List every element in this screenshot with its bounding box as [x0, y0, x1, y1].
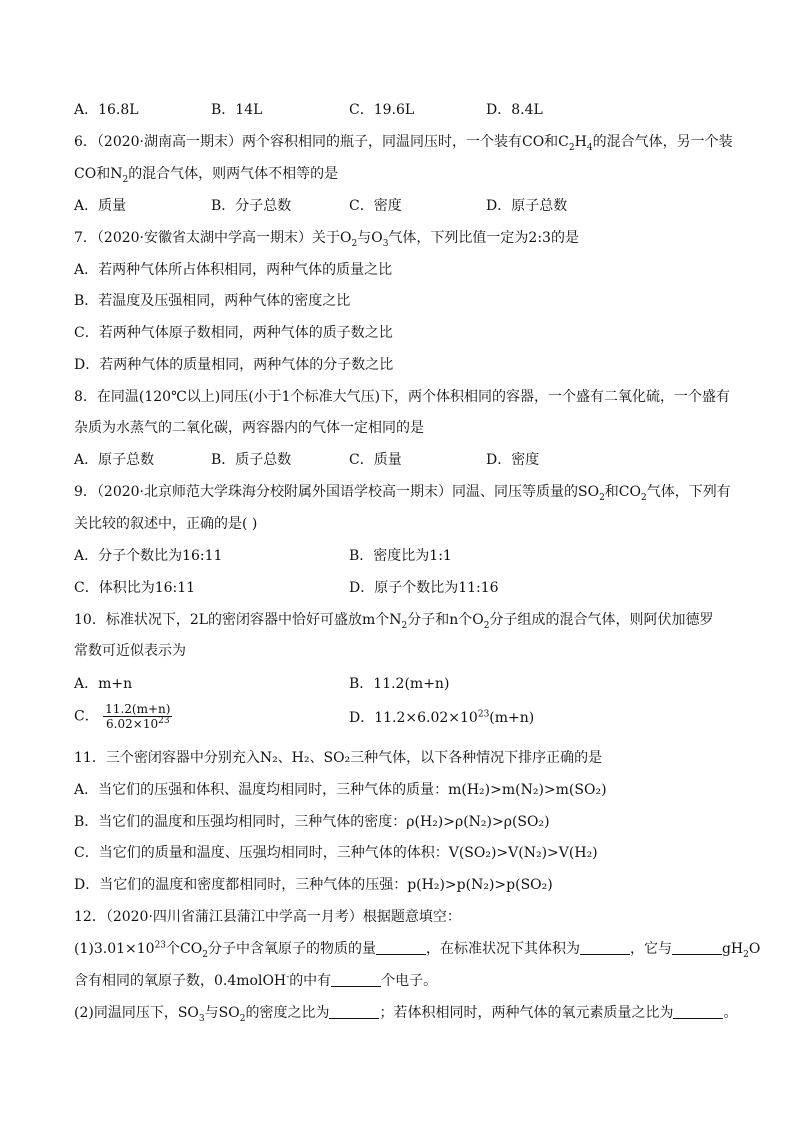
q11-option-a: A．当它们的压强和体积、温度均相同时，三种气体的质量：m(H₂)>m(N₂)>m(SO₂): [74, 782, 607, 798]
q7-option-d: D．若两种气体的质量相同，两种气体的分子数之比: [74, 357, 394, 373]
q12-stem: 12．（2020·四川省蒲江县蒲江中学高一月考）根据题意填空：: [74, 909, 461, 925]
q10-option-a: A．m+n: [74, 676, 133, 692]
q12-part1-line1: $(1)3.01\times 10^{23}$个$CO_2$分子中含氧原子的物质的量 ，在标准状况下其体积为 ，它与 $gH_2O$: [74, 940, 761, 960]
q9-options-row2: [74, 578, 726, 598]
q8-stem-line2: 杂质为水蒸气的二氧化碳，两容器内的气体一定相同的是: [74, 420, 424, 436]
q7-option-a: A．若两种气体所占体积相同，两种气体的质量之比: [74, 262, 393, 278]
q8-stem-line1: 8．在同温(120℃以上)同压(小于1个标准大气压)下，两个体积相同的容器，一个盛有二氧化硫，一个盛有: [74, 389, 731, 405]
q9-stem-line1: 9．（2020·北京师范大学珠海分校附属外国语学校高一期末）同温、同压等质量的$SO_2$和$CO_2$气体，下列有: [74, 484, 731, 503]
q8-options: [74, 450, 726, 470]
q7-option-c: C．若两种气体原子数相同，两种气体的质子数之比: [74, 325, 393, 341]
q6-stem-line1: 6．（2020·湖南高一期末）两个容积相同的瓶子，同温同压时，一个装有CO和$C_2H_4$的混合气体，另一个装: [74, 134, 733, 153]
answer-blank[interactable]: [329, 1004, 379, 1019]
q10-stem-line1: 10．标准状况下，2L的密闭容器中恰好可盛放m个$N_2$分子和n个$O_2$分子组成的混合气体，则阿伏加德罗: [74, 612, 714, 631]
q6-option-a: A．质量: [74, 198, 127, 214]
q7-option-b: B．若温度及压强相同，两种气体的密度之比: [74, 293, 351, 309]
q5-options: [74, 100, 726, 120]
q5-option-c: C．19.6L: [349, 102, 415, 118]
q5-option-a: A．16.8L: [74, 102, 139, 118]
q10-stem-line2: 常数可近似表示为: [74, 643, 186, 659]
q5-option-d: D．8.4L: [486, 102, 543, 118]
q6-option-d: D．原子总数: [486, 198, 568, 214]
q7-stem: 7．（2020·安徽省太湖中学高一期末）关于$O_2$与$O_3$气体，下列比值一定为2:3的是: [74, 230, 579, 249]
q8-option-a: A．原子总数: [74, 452, 155, 468]
q11-stem: 11．三个密闭容器中分别充入N₂、H₂、SO₂三种气体，以下各种情况下排序正确的是: [74, 750, 603, 766]
answer-blank[interactable]: [376, 940, 426, 955]
q9-option-b: B．密度比为1:1: [349, 548, 452, 564]
q9-option-c: C．体积比为16:11: [74, 580, 196, 596]
q8-option-d: D．密度: [486, 452, 540, 468]
q10-option-c: C． $\frac{11.2(m+n)}{6.02\times 10^{23}}$: [74, 702, 171, 731]
q10-option-d: D．$11.2\times 6.02\times 10^{23}(m+n)$: [349, 709, 535, 726]
answer-blank[interactable]: [580, 940, 630, 955]
q9-option-d: D．原子个数比为11:16: [349, 580, 499, 596]
answer-blank[interactable]: [673, 1004, 723, 1019]
q8-option-c: C．质量: [349, 452, 402, 468]
q11-option-d: D．当它们的温度和密度都相同时，三种气体的压强：p(H₂)>p(N₂)>p(SO₂): [74, 877, 553, 893]
q6-option-c: C．密度: [349, 198, 402, 214]
q11-option-c: C．当它们的质量和温度、压强均相同时，三种气体的体积：V(SO₂)>V(N₂)>V(H₂): [74, 845, 598, 861]
q9-stem-line2: 关比较的叙述中，正确的是( ): [74, 516, 258, 532]
answer-blank[interactable]: [672, 940, 722, 955]
q9-option-a: A．分子个数比为16:11: [74, 548, 223, 564]
q6-stem-line2: CO和$N_2$的混合气体，则两气体不相等的是: [74, 166, 339, 185]
q10-options-row2: [74, 702, 726, 734]
q6-option-b: B．分子总数: [211, 198, 292, 214]
q8-option-b: B．质子总数: [211, 452, 292, 468]
q10-options-row1: [74, 674, 726, 694]
q12-part1-line2: 含有相同的氧原子数，0.4molOH-的中有 个电子。: [74, 972, 438, 989]
q10-option-b: B．11.2(m+n): [349, 676, 450, 692]
q5-option-b: B．14L: [211, 102, 263, 118]
q11-option-b: B．当它们的温度和压强均相同时，三种气体的密度：ρ(H₂)>ρ(N₂)>ρ(SO₂): [74, 814, 550, 830]
q6-options: [74, 196, 726, 216]
answer-blank[interactable]: [331, 972, 381, 987]
q9-options-row1: [74, 546, 726, 566]
q10-option-c-fraction: $\frac{11.2(m+n)}{6.02\times 10^{23}}$: [105, 702, 171, 731]
q12-part2: (2)同温同压下，$SO_3$与$SO_2$的密度之比为 ；若体积相同时，两种气体的氧元素质量之比为 。: [74, 1005, 738, 1024]
